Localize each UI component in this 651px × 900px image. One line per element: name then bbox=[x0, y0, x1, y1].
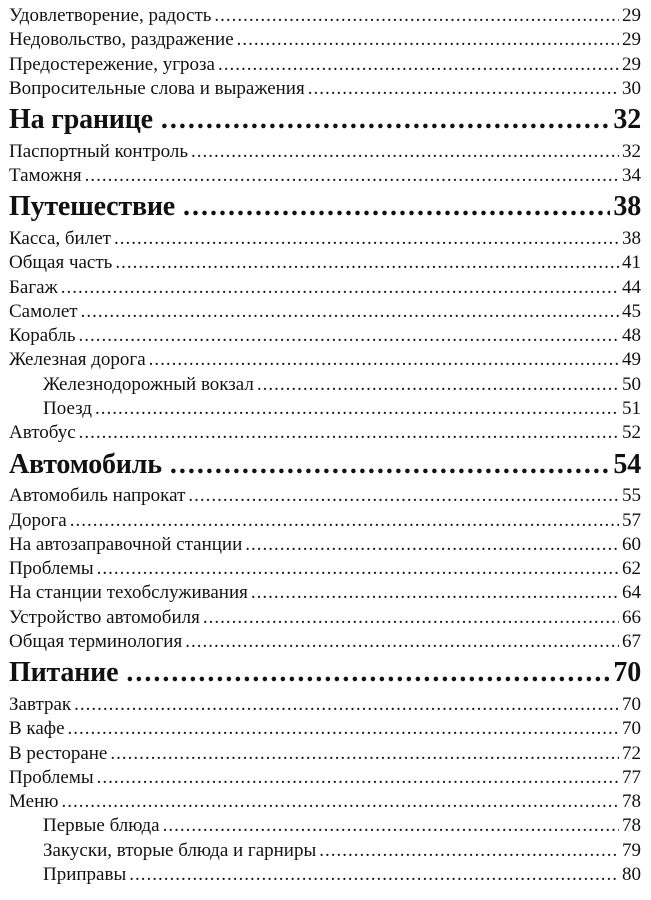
toc-entry-title: На автозаправочной станции bbox=[9, 533, 243, 555]
toc-entry-page: 30 bbox=[622, 77, 641, 99]
toc-entry-general-terminology bbox=[9, 630, 641, 654]
toc-entry-page: 29 bbox=[622, 5, 641, 26]
toc-entry-page: 45 bbox=[622, 300, 641, 322]
dot-leader bbox=[237, 28, 619, 52]
toc-entry-page: 55 bbox=[622, 485, 641, 507]
dot-leader bbox=[85, 164, 619, 188]
toc-entry-gas-station bbox=[9, 533, 641, 557]
toc-entry-title: Автобус bbox=[9, 422, 76, 444]
toc-entry-warning bbox=[9, 53, 641, 77]
dot-leader bbox=[170, 446, 611, 485]
toc-section-car bbox=[9, 446, 641, 485]
dot-leader bbox=[74, 693, 619, 717]
dot-leader bbox=[308, 77, 619, 101]
dot-leader bbox=[319, 839, 619, 863]
toc-entry-page: 80 bbox=[622, 863, 641, 885]
toc-entry-title: На станции техобслуживания bbox=[9, 582, 248, 604]
toc-entry-menu bbox=[9, 790, 641, 814]
dot-leader bbox=[129, 863, 619, 887]
dot-leader bbox=[218, 53, 619, 77]
dot-leader bbox=[183, 188, 610, 227]
toc-entry-title: Корабль bbox=[9, 325, 76, 347]
toc-section-title: Питание bbox=[9, 657, 119, 689]
toc-entry-title: Багаж bbox=[9, 276, 58, 298]
dot-leader bbox=[97, 557, 619, 581]
toc-entry-displeasure bbox=[9, 28, 641, 52]
dot-leader bbox=[161, 101, 610, 140]
toc-entry-passport-control bbox=[9, 140, 641, 164]
toc-entry-page: 29 bbox=[622, 53, 641, 75]
toc-entry-title: Железная дорога bbox=[9, 349, 146, 371]
toc-entry-title: Завтрак bbox=[9, 693, 72, 715]
toc-entry-title: Недовольство, раздражение bbox=[9, 29, 234, 51]
dot-leader bbox=[70, 509, 619, 533]
toc-entry-first-courses bbox=[9, 814, 641, 838]
dot-leader bbox=[191, 140, 619, 164]
toc-entry-page: 67 bbox=[622, 631, 641, 653]
toc-entry-cafe bbox=[9, 717, 641, 741]
toc-entry-title: Таможня bbox=[9, 165, 82, 187]
dot-leader bbox=[114, 227, 619, 251]
toc-section-page: 32 bbox=[613, 104, 641, 136]
toc-entry-car-structure bbox=[9, 606, 641, 630]
toc-section-title: Автомобиль bbox=[9, 448, 162, 480]
toc-entry-title: Меню bbox=[9, 791, 59, 813]
toc-section-page: 70 bbox=[613, 657, 641, 689]
toc-entry-road bbox=[9, 509, 641, 533]
toc-entry-title: Вопросительные слова и выражения bbox=[9, 77, 305, 99]
toc-entry-title: Железнодорожный вокзал bbox=[43, 373, 254, 395]
dot-leader bbox=[126, 654, 610, 693]
toc-section-page: 38 bbox=[613, 191, 641, 223]
toc-entry-title: Закуски, вторые блюда и гарниры bbox=[43, 839, 317, 861]
toc-entry-ticket-office bbox=[9, 227, 641, 251]
dot-leader bbox=[203, 606, 619, 630]
dot-leader bbox=[185, 630, 619, 654]
toc-entry-breakfast bbox=[9, 693, 641, 717]
dot-leader bbox=[97, 766, 619, 790]
toc-entry-page: 72 bbox=[622, 742, 641, 764]
dot-leader bbox=[188, 484, 619, 508]
toc-section-travel bbox=[9, 188, 641, 227]
dot-leader bbox=[163, 814, 619, 838]
dot-leader bbox=[61, 276, 619, 300]
toc-entry-ship bbox=[9, 324, 641, 348]
toc-entry-title: Первые блюда bbox=[43, 815, 160, 837]
toc-entry-car-rental bbox=[9, 484, 641, 508]
toc-entry-bus bbox=[9, 421, 641, 445]
toc-entry-title: Общая терминология bbox=[9, 631, 183, 653]
toc-entry-title: Проблемы bbox=[9, 766, 94, 788]
toc-entry-page: 41 bbox=[622, 252, 641, 274]
toc-entry-title: Паспортный контроль bbox=[9, 140, 189, 162]
toc-entry-page: 78 bbox=[622, 791, 641, 813]
toc-entry-page: 49 bbox=[622, 349, 641, 371]
dot-leader bbox=[79, 421, 619, 445]
toc-entry-restaurant bbox=[9, 742, 641, 766]
table-of-contents bbox=[9, 4, 641, 887]
toc-entry-page: 62 bbox=[622, 558, 641, 580]
dot-leader bbox=[81, 300, 619, 324]
toc-entry-title: Поезд bbox=[43, 398, 92, 420]
toc-entry-title: Приправы bbox=[43, 863, 127, 885]
dot-leader bbox=[245, 533, 619, 557]
toc-entry-page: 57 bbox=[622, 509, 641, 531]
toc-entry-railway bbox=[9, 348, 641, 372]
toc-entry-service-station bbox=[9, 581, 641, 605]
toc-entry-food-problems bbox=[9, 766, 641, 790]
toc-entry-title: В ресторане bbox=[9, 742, 108, 764]
toc-entry-title: Касса, билет bbox=[9, 227, 111, 249]
toc-entry-baggage bbox=[9, 276, 641, 300]
toc-section-title: Путешествие bbox=[9, 191, 176, 223]
toc-entry-customs bbox=[9, 164, 641, 188]
toc-entry-satisfaction bbox=[9, 4, 641, 28]
dot-leader bbox=[95, 397, 619, 421]
toc-entry-page: 32 bbox=[622, 140, 641, 162]
toc-entry-question-words bbox=[9, 77, 641, 101]
dot-leader bbox=[257, 373, 619, 397]
toc-entry-title: Предостережение, угроза bbox=[9, 53, 215, 75]
toc-entry-page: 29 bbox=[622, 29, 641, 51]
toc-entry-page: 66 bbox=[622, 606, 641, 628]
toc-entry-page: 79 bbox=[622, 839, 641, 861]
toc-entry-appetizers-mains bbox=[9, 839, 641, 863]
toc-section-food bbox=[9, 654, 641, 693]
dot-leader bbox=[214, 4, 619, 28]
toc-entry-page: 48 bbox=[622, 325, 641, 347]
toc-entry-title: Проблемы bbox=[9, 558, 94, 580]
dot-leader bbox=[110, 742, 619, 766]
toc-entry-airplane bbox=[9, 300, 641, 324]
toc-entry-page: 64 bbox=[622, 582, 641, 604]
toc-entry-general-part bbox=[9, 251, 641, 275]
toc-entry-title: Самолет bbox=[9, 300, 78, 322]
toc-entry-title: Общая часть bbox=[9, 252, 113, 274]
dot-leader bbox=[61, 790, 619, 814]
toc-entry-car-problems bbox=[9, 557, 641, 581]
toc-entry-condiments bbox=[9, 863, 641, 887]
toc-entry-page: 51 bbox=[622, 398, 641, 420]
toc-entry-title: В кафе bbox=[9, 718, 65, 740]
dot-leader bbox=[149, 348, 619, 372]
toc-entry-page: 70 bbox=[622, 693, 641, 715]
toc-entry-title: Удовлетворение, радость bbox=[9, 5, 212, 26]
toc-entry-title: Устройство автомобиля bbox=[9, 606, 200, 628]
dot-leader bbox=[115, 251, 619, 275]
toc-entry-page: 60 bbox=[622, 533, 641, 555]
toc-section-title: На границе bbox=[9, 104, 153, 136]
toc-entry-page: 70 bbox=[622, 718, 641, 740]
dot-leader bbox=[251, 581, 619, 605]
toc-entry-title: Автомобиль напрокат bbox=[9, 485, 186, 507]
toc-entry-page: 38 bbox=[622, 227, 641, 249]
toc-entry-train bbox=[9, 397, 641, 421]
toc-entry-railway-station bbox=[9, 373, 641, 397]
toc-entry-page: 52 bbox=[622, 422, 641, 444]
toc-entry-page: 77 bbox=[622, 766, 641, 788]
toc-entry-page: 44 bbox=[622, 276, 641, 298]
dot-leader bbox=[79, 324, 620, 348]
toc-section-border bbox=[9, 101, 641, 140]
toc-entry-title: Дорога bbox=[9, 509, 67, 531]
toc-entry-page: 78 bbox=[622, 815, 641, 837]
dot-leader bbox=[68, 717, 619, 741]
toc-section-page: 54 bbox=[613, 448, 641, 480]
toc-entry-page: 50 bbox=[622, 373, 641, 395]
toc-entry-page: 34 bbox=[622, 165, 641, 187]
